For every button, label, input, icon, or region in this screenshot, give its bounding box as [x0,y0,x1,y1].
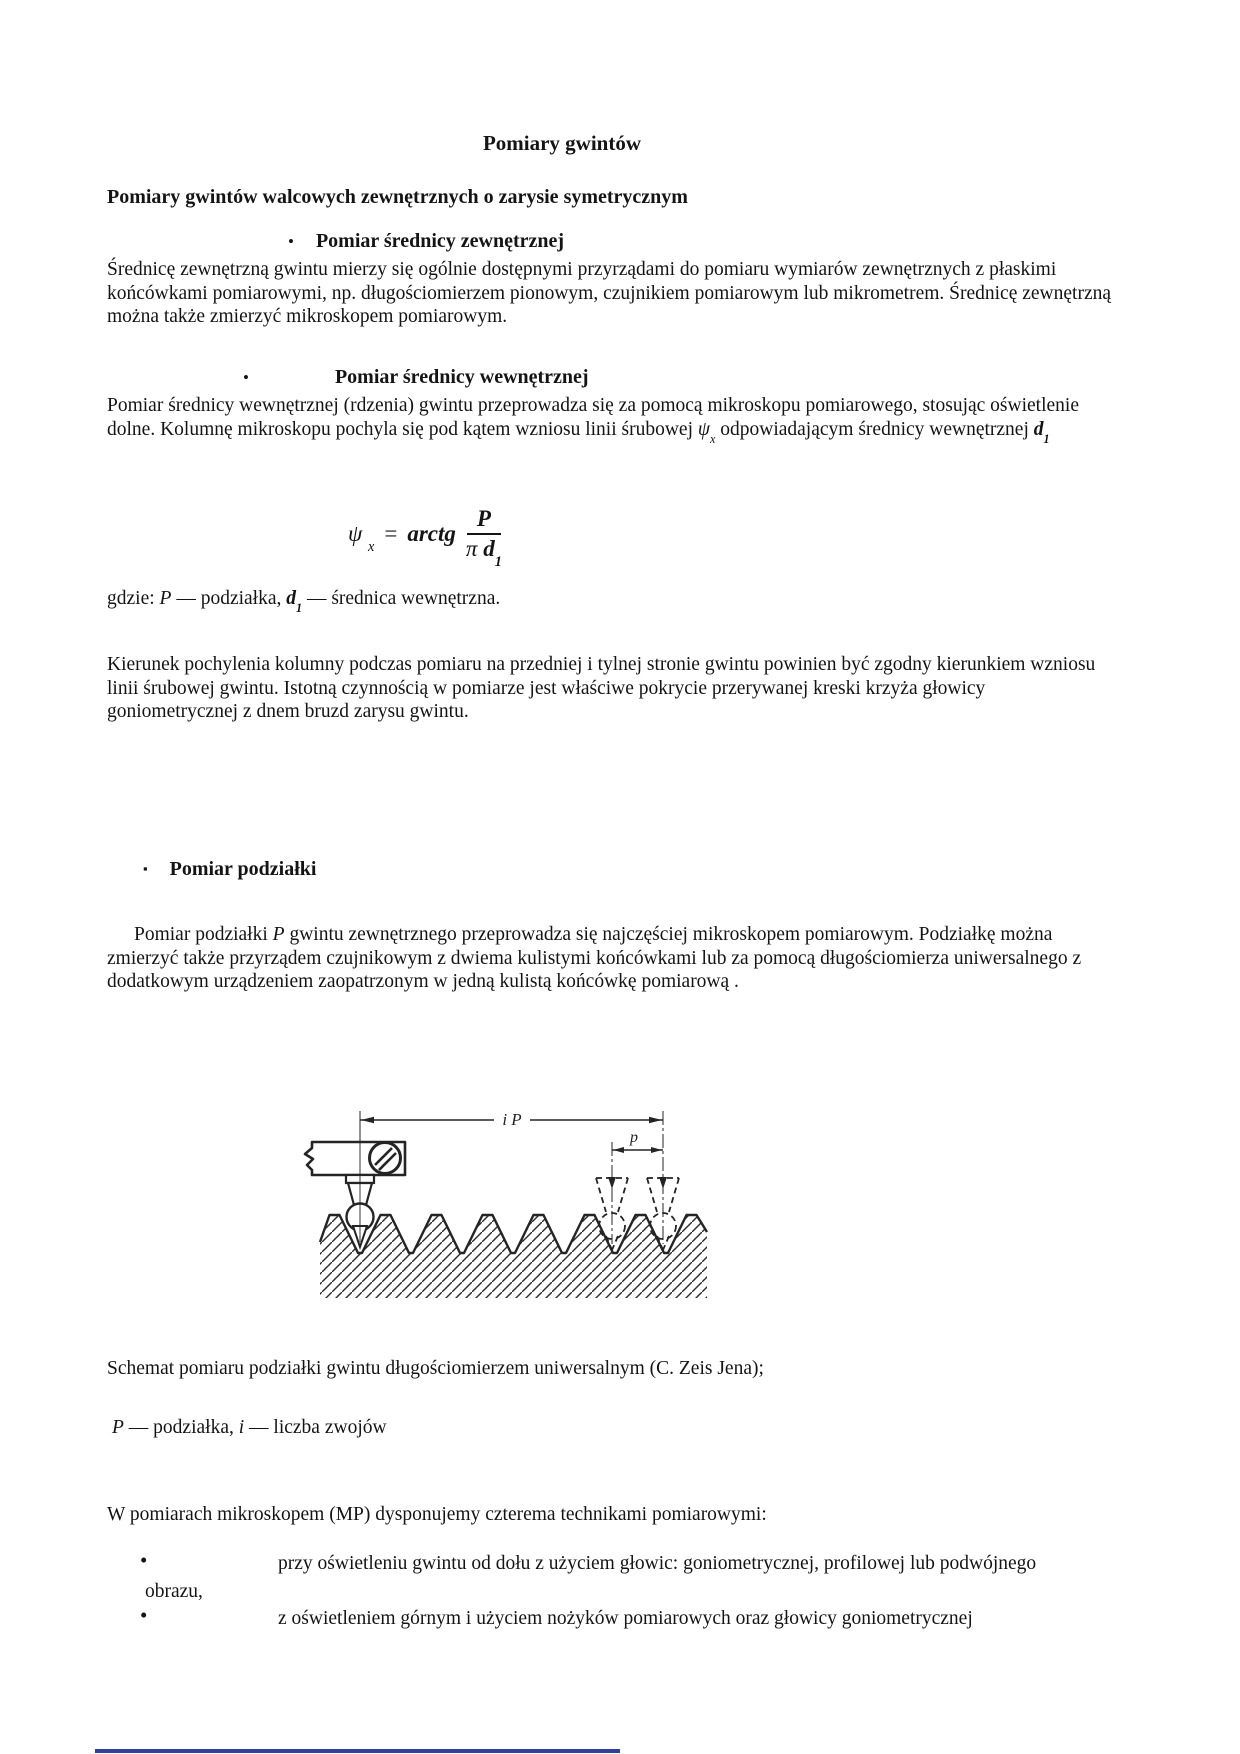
bullet-icon: • [140,1548,148,1572]
figure-caption: Schemat pomiaru podziałki gwintu długościomierzem uniwersalnym (C. Zeis Jena); [107,1358,764,1379]
bullet-icon: • [140,1603,148,1627]
p-arrow-right [651,1147,662,1153]
formula-denominator: π $d_1$ [465,536,502,570]
bullet-pitch-label: Pomiar podziałki [169,858,317,880]
arm-screw-icon [370,1143,401,1174]
ip-arrow-right [649,1117,662,1124]
phantom-left-arrow [608,1177,616,1189]
bullet-inner-diameter-label: Pomiar średnicy wewnętrznej [334,366,589,388]
p-dimension-label: p [630,1129,638,1146]
paragraph-tilt-direction: Kierunek pochylenia kolumny podczas pomiaru na przedniej i tylnej stronie gwintu powinien być zgodny kierunkiem wzniosu linii śrubowej gwintu. Istotną czynnością w pomiarze jest właściwe pokrycie przerywanej kreski krzyża głowicy goniometrycznej z dnem bruzd zarysu gwintu. [107,654,1096,723]
footer-accent-bar [95,1749,620,1753]
formula-equals: = [384,521,398,547]
bullet-pitch [143,858,316,881]
where-p-symbol: P [159,588,172,609]
p-arrow-left [613,1147,624,1153]
bullet-icon: ▪ [143,861,148,876]
section-heading: Pomiary gwintów walcowych zewnętrznych o zarysie symetrycznym [107,186,688,208]
bullet-inner-diameter [243,366,589,389]
formula-psi-arctg [348,506,502,570]
legend-text: — podziałka, [123,1417,239,1438]
techniques-intro: W pomiarach mikroskopem (MP) dysponujemy czterema technikami pomiarowymi: [107,1504,767,1525]
paragraph-outer-diameter: Średnicę zewnętrzną gwintu mierzy się ogólnie dostępnymi przyrządami do pomiaru wymiarów zewnętrznych z płaskimi końcówkami pomiarowymi, np. długościomierzem pionowym, czujnikiem pomiarowym lub mikrometrem. Średnicę zewnętrzną można także zmierzyć mikroskopem pomiarowym. [107,259,1112,328]
legend-text: — liczba zwojów [244,1417,387,1438]
psi-symbol: $\psi_x$ [697,418,716,446]
where-prefix: gdzie: [107,588,160,609]
paragraph-text: Pomiar średnicy wewnętrznej (rdzenia) gwintu przeprowadza się za pomocą mikroskopu pomiarowego, stosując oświetlenie dolne. Kolumnę mikroskopu pochyla się pod kątem wzniosu linii śrubowej [107,395,1079,440]
technique-item-2: z oświetleniem górnym i użyciem nożyków pomiarowych oraz głowicy goniometrycznej [278,1608,973,1629]
paragraph-inner-diameter [107,394,1119,446]
p-symbol: P [272,924,285,945]
page-title: Pomiary gwintów [482,131,642,155]
technique-item-1: przy oświetleniu gwintu od dołu z użyciem głowic: goniometrycznej, profilowej lub podwójnego obrazu, [145,1553,1037,1602]
thread-pitch-diagram [282,1092,762,1332]
d1-symbol: $d_1$ [1033,418,1050,446]
paragraph-text: Pomiar podziałki [134,924,273,945]
formula-numerator: P [467,506,501,535]
ip-arrow-left [361,1117,374,1124]
bullet-outer-diameter [288,230,564,253]
where-d1-symbol: $d_1$ [286,588,303,615]
paragraph-text: gwintu zewnętrznego przeprowadza się najczęściej mikroskopem pomiarowym. Podziałkę można zmierzyć także przyrządem czujnikowym z dwiema kulistymi końcówkami lub za pomocą długościomierza uniwersalnego z dodatkowym urządzeniem zaopatrzonym w jedną kulistą końcówkę pomiarową . [107,924,1082,993]
legend-p-symbol: P [112,1417,124,1438]
ip-dimension-label: i P [502,1110,522,1129]
legend-i-symbol: i [238,1417,245,1438]
paragraph-pitch [107,923,1119,994]
figure-legend [112,1416,387,1440]
formula-function: arctg [407,521,456,547]
formula-where-line [107,587,501,615]
paragraph-text: odpowiadającym średnicy wewnętrznej [715,418,1034,440]
bullet-outer-diameter-label: Pomiar średnicy zewnętrznej [315,230,565,252]
bullet-icon: • [288,232,294,251]
phantom-right-arrow [659,1177,667,1189]
thread-hatch-area [320,1215,707,1298]
formula-lhs: ψ $_x$ [348,521,375,555]
where-suffix: — średnica wewnętrzna. [302,588,501,609]
where-mid: — podziałka, [171,588,287,609]
formula-fraction [465,506,502,570]
bullet-icon: • [243,368,249,387]
